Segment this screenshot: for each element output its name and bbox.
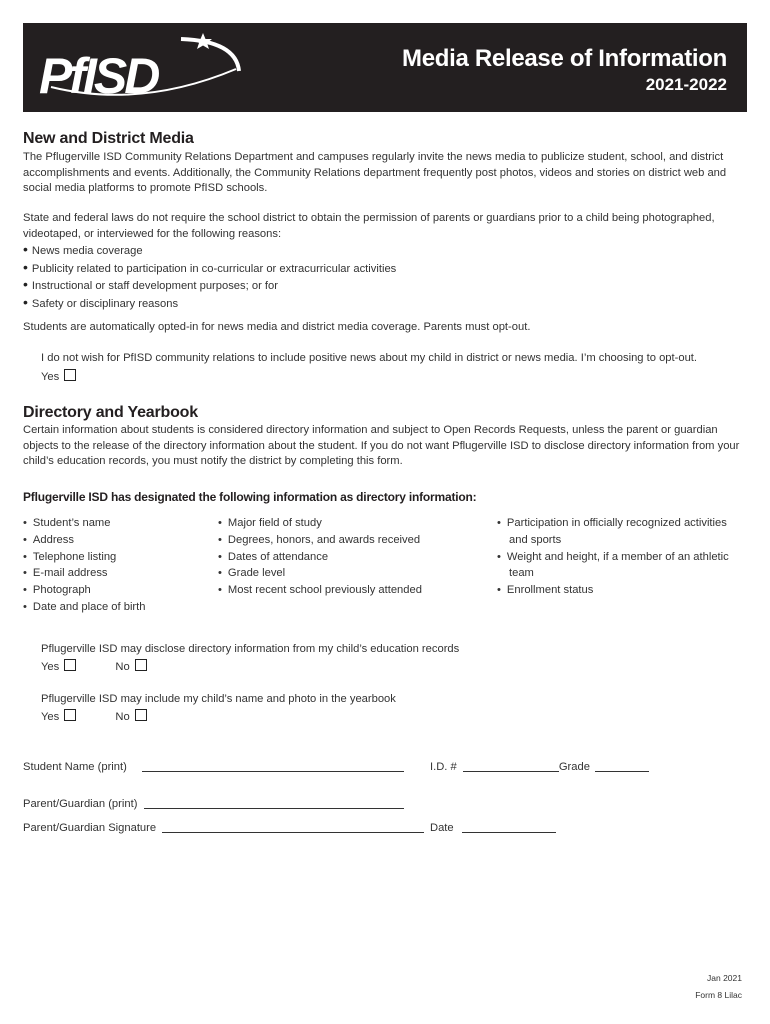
yearbook-no-checkbox[interactable] bbox=[135, 709, 147, 721]
disclose-options bbox=[41, 659, 147, 673]
news-paragraph-1 bbox=[23, 150, 751, 197]
list-item: • Photograph bbox=[23, 582, 203, 599]
list-item: • Safety or disciplinary reasons bbox=[23, 295, 396, 313]
directory-col-3 bbox=[497, 515, 747, 599]
reasons-list bbox=[23, 242, 396, 312]
parent-print-label: Parent/Guardian (print) bbox=[23, 798, 138, 810]
parent-signature-label: Parent/Guardian Signature bbox=[23, 822, 157, 834]
news-para1-line: accomplishments and events. Additionally, the Community Relations department frequently post photos, videos and stories on district web and bbox=[23, 166, 727, 179]
id-label: I.D. # bbox=[430, 761, 457, 773]
yearbook-options bbox=[41, 709, 147, 723]
directory-paragraph bbox=[23, 423, 751, 470]
disclose-no-checkbox[interactable] bbox=[135, 659, 147, 671]
list-item: • Student’s name bbox=[23, 515, 203, 532]
date-row bbox=[430, 821, 556, 834]
news-para1-line: social media platforms to promote PfISD schools. bbox=[23, 182, 268, 195]
parent-signature-field[interactable] bbox=[162, 821, 424, 833]
news-heading: New and District Media bbox=[23, 130, 194, 147]
parent-print-field[interactable] bbox=[144, 797, 404, 809]
yearbook-yes-checkbox[interactable] bbox=[64, 709, 76, 721]
list-item: • News media coverage bbox=[23, 242, 396, 260]
news-paragraph-2 bbox=[23, 211, 751, 242]
directory-para-line: objects to the release of the directory information about the student. If you do not want Pflugerville ISD to disclose directory information from your bbox=[23, 439, 740, 452]
news-para2-line: videotaped, or interviewed for the following reasons: bbox=[23, 227, 282, 240]
list-item: • Most recent school previously attended bbox=[218, 582, 478, 599]
directory-col-1 bbox=[23, 515, 203, 616]
grade-label: Grade bbox=[558, 761, 590, 773]
pfisd-logo bbox=[31, 29, 251, 107]
list-item: • Grade level bbox=[218, 565, 478, 582]
student-name-field[interactable] bbox=[142, 760, 404, 772]
id-grade-row bbox=[430, 760, 649, 773]
footer-form-number: Form 8 Lilac bbox=[695, 990, 742, 1000]
directory-heading: Directory and Yearbook bbox=[23, 404, 198, 421]
optout-yes-row bbox=[41, 369, 76, 383]
optin-text: Students are automatically opted-in for news media and district media coverage. Parents must opt-out. bbox=[23, 321, 531, 333]
directory-para-line: Certain information about students is considered directory information and subject to Open Records Requests, unless the parent or guardian bbox=[23, 424, 718, 436]
list-item: • Address bbox=[23, 532, 203, 549]
optout-yes-checkbox[interactable] bbox=[64, 369, 76, 381]
list-item: • Instructional or staff development purposes; or for bbox=[23, 277, 396, 295]
disclose-yes-checkbox[interactable] bbox=[64, 659, 76, 671]
header-banner bbox=[23, 23, 747, 112]
list-item: • E-mail address bbox=[23, 565, 203, 582]
directory-para-line: child’s education records, you must notify the district by completing this form. bbox=[23, 455, 403, 468]
star-icon bbox=[194, 33, 212, 49]
news-para1-line: The Pflugerville ISD Community Relations Department and campuses regularly invite the news media to publicize student, school, and district bbox=[23, 151, 724, 163]
disclose-text: Pflugerville ISD may disclose directory information from my child’s education records bbox=[41, 643, 460, 655]
news-para2-line: State and federal laws do not require the school district to obtain the permission of parents or guardians prior to a child being photographed, bbox=[23, 212, 715, 224]
form-title: Media Release of Information bbox=[402, 45, 727, 72]
parent-print-row bbox=[23, 797, 404, 810]
student-name-label: Student Name (print) bbox=[23, 761, 127, 773]
directory-col-2 bbox=[218, 515, 478, 599]
list-item: • Enrollment status bbox=[497, 582, 747, 599]
yearbook-text: Pflugerville ISD may include my child’s name and photo in the yearbook bbox=[41, 693, 396, 705]
grade-field[interactable] bbox=[595, 760, 649, 772]
logo-text: PfISD bbox=[39, 48, 158, 104]
list-item: • Weight and height, if a member of an athletic team bbox=[497, 549, 747, 583]
no-label: No bbox=[115, 711, 130, 723]
parent-signature-row bbox=[23, 821, 424, 834]
list-item: • Participation in officially recognized activities and sports bbox=[497, 515, 747, 549]
list-item: • Telephone listing bbox=[23, 549, 203, 566]
yes-label: Yes bbox=[41, 661, 60, 673]
list-item: • Publicity related to participation in co-curricular or extracurricular activities bbox=[23, 260, 396, 278]
yes-label: Yes bbox=[41, 711, 60, 723]
list-item: • Major field of study bbox=[218, 515, 478, 532]
directory-subheading: Pflugerville ISD has designated the following information as directory information: bbox=[23, 490, 477, 504]
date-label: Date bbox=[430, 822, 454, 834]
footer-date: Jan 2021 bbox=[707, 973, 742, 983]
date-field[interactable] bbox=[462, 821, 556, 833]
list-item: • Degrees, honors, and awards received bbox=[218, 532, 478, 549]
id-field[interactable] bbox=[463, 760, 559, 772]
list-item: • Date and place of birth bbox=[23, 599, 203, 616]
no-label: No bbox=[115, 661, 130, 673]
list-item: • Dates of attendance bbox=[218, 549, 478, 566]
yes-label: Yes bbox=[41, 371, 60, 383]
school-year: 2021-2022 bbox=[645, 75, 727, 94]
student-name-row bbox=[23, 760, 404, 773]
optout-text: I do not wish for PfISD community relations to include positive news about my child in district or news media. I’m choosing to opt-out. bbox=[41, 352, 698, 364]
